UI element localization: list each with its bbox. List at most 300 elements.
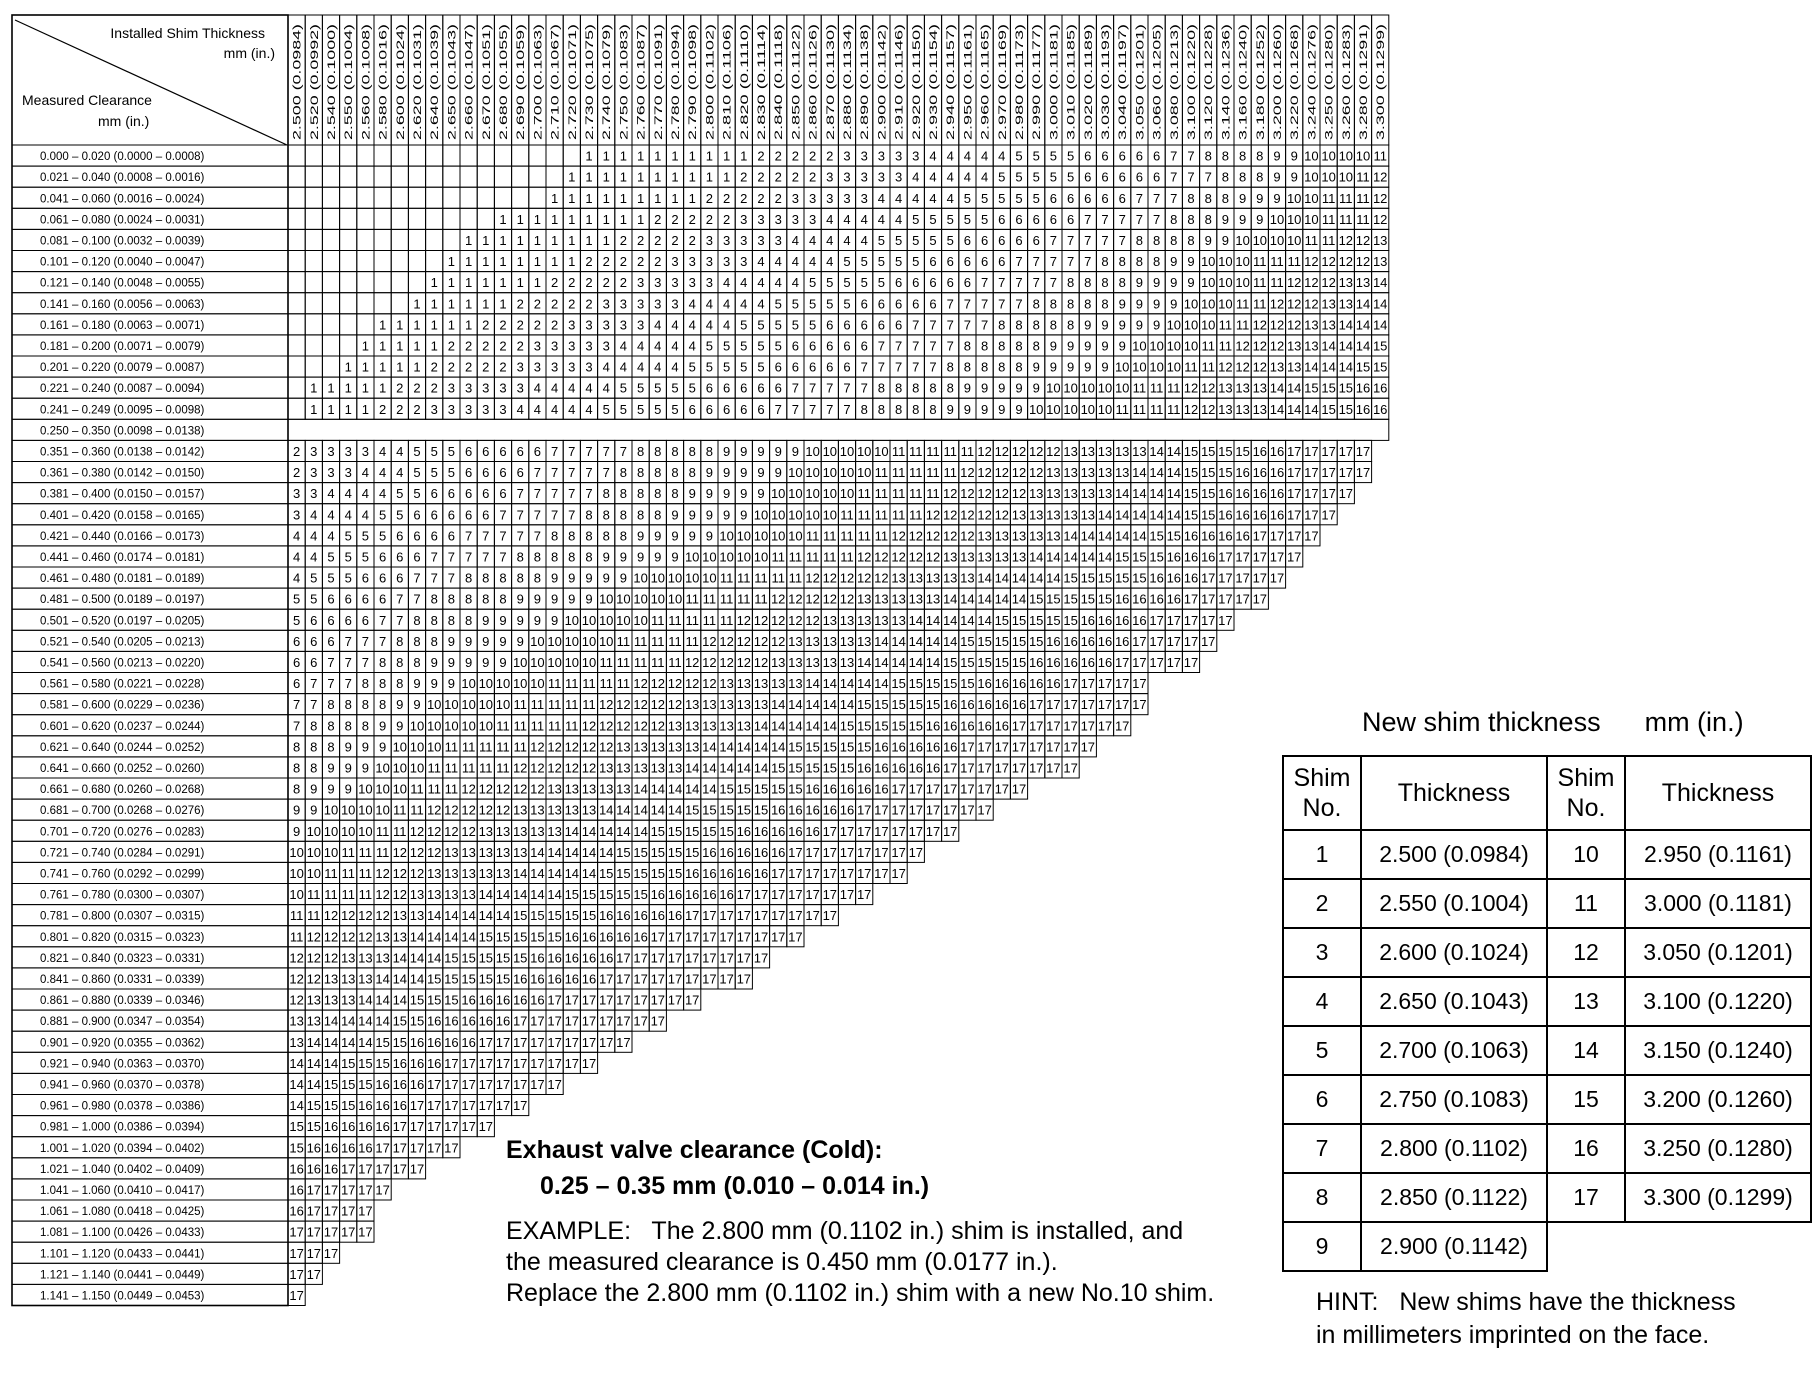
measured-row-label: 0.921 – 0.940 (0.0363 – 0.0370) (40, 1058, 205, 1071)
shim-number: 15 (839, 718, 855, 734)
shim-number: 16 (1235, 507, 1250, 523)
shim-number: 15 (770, 781, 786, 797)
grid-cell (288, 293, 305, 314)
shim-number: 15 (598, 865, 614, 881)
shim-number: 5 (808, 296, 817, 312)
shim-number: 3 (636, 275, 645, 291)
shim-number: 17 (1252, 528, 1268, 544)
shim-number: 17 (444, 1140, 459, 1156)
shim-number: 9 (654, 549, 662, 565)
shim-number: 8 (1204, 190, 1212, 206)
shim-number: 8 (654, 443, 662, 459)
shim-number: 14 (925, 612, 941, 628)
shim-number: 1 (602, 190, 610, 206)
shim-number: 12 (340, 929, 356, 945)
shim-number: 4 (688, 317, 696, 333)
shim-number: 9 (327, 760, 335, 776)
shim-number: 15 (564, 908, 580, 924)
shim-number: 17 (960, 781, 975, 797)
measured-row-label: 1.121 – 1.140 (0.0441 – 0.0449) (40, 1269, 205, 1282)
shim-number: 16 (444, 1034, 459, 1050)
shim-number: 3 (292, 486, 301, 502)
grid-cell (305, 251, 322, 272)
shim-number: 16 (977, 718, 992, 734)
grid-cell (426, 208, 443, 229)
shim-number: 17 (633, 992, 648, 1008)
shim-number: 5 (757, 317, 765, 333)
shim-number: 10 (1218, 296, 1233, 312)
shim-number: 9 (1256, 211, 1264, 227)
shim-number: 2 (568, 296, 576, 312)
shim-number: 9 (619, 549, 628, 565)
shim-number: 14 (633, 781, 648, 797)
shim-number: 13 (1235, 380, 1250, 396)
shim-number: 6 (1066, 211, 1075, 227)
shim-number: 7 (774, 401, 782, 417)
shim-number: 13 (684, 697, 700, 713)
shim-number: 5 (1032, 169, 1040, 185)
shim-number: 6 (310, 633, 318, 649)
shim-number: 7 (808, 380, 817, 396)
shim-number: 1 (636, 169, 645, 185)
shim-number: 6 (396, 570, 404, 586)
shim-number: 11 (633, 633, 648, 649)
shim-number: 12 (495, 802, 511, 818)
shim-number: 17 (1286, 507, 1302, 523)
shim-number: 9 (688, 486, 696, 502)
shim-number: 1 (671, 190, 679, 206)
grid-cell (408, 208, 425, 229)
shim-number: 8 (396, 654, 404, 670)
shim-number: 16 (770, 823, 786, 839)
shim-number: 8 (447, 591, 456, 607)
grid-cell (512, 145, 529, 166)
shim-number: 3 (860, 148, 868, 164)
shim-number: 17 (1355, 443, 1371, 459)
shim-number: 17 (908, 781, 924, 797)
shim-number: 4 (378, 486, 387, 502)
shim-number: 11 (513, 697, 527, 713)
shim-number: 15 (650, 865, 666, 881)
shim-number: 9 (740, 507, 748, 523)
shim-number: 16 (1097, 633, 1113, 649)
example-line-2: the measured clearance is 0.450 mm (0.0177 in.). (506, 1248, 1058, 1276)
shim-number: 6 (1118, 190, 1126, 206)
shim-number: 16 (719, 844, 734, 860)
shim-number: 4 (826, 254, 834, 270)
shim-number: 12 (719, 654, 734, 670)
shim-number: 3 (568, 317, 576, 333)
shim-number: 10 (375, 760, 390, 776)
shim-number: 16 (444, 1013, 459, 1029)
measured-row-label: 0.861 – 0.880 (0.0339 – 0.0346) (40, 995, 205, 1008)
shim-number: 12 (925, 528, 941, 544)
shim-number: 1 (705, 148, 714, 164)
shim-number: 7 (533, 528, 542, 544)
shim-number: 15 (994, 633, 1010, 649)
shim-number: 13 (409, 887, 425, 903)
shim-number: 11 (496, 760, 510, 776)
shim-number: 14 (1304, 359, 1319, 375)
shim-number: 2 (378, 401, 387, 417)
grid-cell (288, 272, 305, 293)
shim-number: 1 (430, 338, 438, 354)
shim-number: 17 (375, 1140, 390, 1156)
grid-cell (322, 293, 339, 314)
shim-number: 5 (912, 232, 920, 248)
shim-number: 12 (891, 549, 906, 565)
shim-number: 14 (736, 760, 752, 776)
shim-number: 3 (877, 148, 886, 164)
shim-number: 15 (1183, 486, 1199, 502)
shim-number: 17 (1063, 697, 1078, 713)
shim-number: 13 (1355, 275, 1371, 291)
shim-number: 10 (478, 697, 494, 713)
shim-number: 9 (654, 528, 662, 544)
shim-number: 17 (358, 1182, 373, 1198)
shim-number: 5 (378, 507, 387, 523)
shim-number: 17 (581, 1034, 597, 1050)
shim-number: 8 (1032, 296, 1040, 312)
shim-number: 7 (963, 317, 972, 333)
shim-number: 17 (1338, 443, 1354, 459)
shim-number: 16 (289, 1203, 304, 1219)
measured-row-label: 0.501 – 0.520 (0.0197 – 0.0205) (40, 615, 205, 628)
shim-number: 4 (378, 465, 387, 481)
grid-cell (408, 229, 425, 250)
shim-number: 8 (894, 401, 903, 417)
shim-number: 9 (447, 633, 456, 649)
shim-number: 13 (856, 612, 872, 628)
shim-number: 3 (292, 507, 301, 523)
shim-number: 15 (1097, 591, 1113, 607)
shim-number: 10 (788, 507, 803, 523)
shim-number: 14 (805, 718, 820, 734)
shim-number: 16 (1028, 676, 1044, 692)
shim-number: 15 (822, 739, 838, 755)
shim-number: 1 (688, 148, 696, 164)
measured-row-label: 1.141 – 1.150 (0.0449 – 0.0453) (40, 1290, 205, 1303)
shim-number: 12 (874, 549, 889, 565)
shim-number: 11 (651, 612, 665, 628)
shim-number: 4 (929, 190, 937, 206)
shim-number: 17 (598, 992, 614, 1008)
shim-number: 6 (894, 317, 903, 333)
shim-number: 10 (616, 591, 631, 607)
shim-number: 15 (650, 823, 666, 839)
shim-number: 5 (602, 401, 610, 417)
shim-number: 2 (550, 275, 559, 291)
shim-number: 3 (464, 380, 473, 396)
shim-number: 1 (430, 296, 438, 312)
shim-number: 17 (1046, 739, 1061, 755)
shim-number: 10 (530, 654, 545, 670)
shim-number: 9 (1049, 359, 1058, 375)
shim-number: 13 (753, 697, 769, 713)
shim-number: 10 (1252, 232, 1268, 248)
shim-number: 17 (1269, 549, 1285, 565)
shim-number: 15 (495, 950, 511, 966)
shim-number: 10 (581, 633, 597, 649)
measured-row-label: 0.981 – 1.000 (0.0386 – 0.0394) (40, 1121, 205, 1134)
shim-number: 9 (740, 465, 748, 481)
shim-number: 4 (654, 359, 662, 375)
installed-column-label: 2.950 (0.1161) (962, 69, 975, 140)
measured-row-label: 0.901 – 0.920 (0.0355 – 0.0362) (40, 1037, 205, 1050)
shim-number: 9 (963, 401, 972, 417)
shim-number: 5 (929, 211, 937, 227)
shim-number: 16 (719, 887, 734, 903)
shim-number: 6 (826, 338, 834, 354)
shim-number: 13 (323, 992, 339, 1008)
shim-number: 6 (826, 317, 834, 333)
shim-number: 12 (478, 781, 494, 797)
shim-number: 3 (843, 169, 851, 185)
shim-number: 16 (530, 950, 545, 966)
shim-number: 1 (499, 254, 507, 270)
measured-row-label: 0.781 – 0.800 (0.0307 – 0.0315) (40, 910, 205, 923)
shim-number: 11 (1149, 380, 1164, 396)
shim-number: 11 (565, 697, 579, 713)
shim-no-cell: 9 (1283, 1222, 1361, 1271)
grid-cell (305, 229, 322, 250)
shim-number: 16 (461, 1034, 476, 1050)
shim-number: 3 (585, 338, 593, 354)
shim-number: 5 (344, 570, 352, 586)
shim-number: 14 (323, 1034, 339, 1050)
shim-number: 13 (289, 1034, 304, 1050)
shim-number: 17 (1166, 633, 1182, 649)
shim-number: 15 (925, 676, 941, 692)
shim-number: 14 (306, 1076, 322, 1092)
shim-number: 16 (1235, 528, 1250, 544)
shim-number: 16 (616, 908, 631, 924)
installed-column-label: 2.650 (0.1043) (446, 68, 459, 140)
shim-number: 7 (929, 359, 937, 375)
shim-number: 9 (671, 549, 679, 565)
shim-number: 17 (478, 1076, 494, 1092)
legend-row (1283, 1222, 1811, 1271)
shim-number: 17 (650, 1013, 666, 1029)
shim-number: 16 (409, 1076, 425, 1092)
shim-number: 17 (942, 760, 958, 776)
shim-number: 13 (1028, 507, 1044, 523)
shim-number: 1 (533, 275, 542, 291)
shim-number: 15 (1183, 465, 1199, 481)
shim-number: 11 (874, 528, 889, 544)
shim-number: 10 (1183, 317, 1199, 333)
shim-number: 17 (512, 1076, 528, 1092)
shim-number: 3 (740, 211, 748, 227)
shim-number: 2 (516, 296, 524, 312)
shim-number: 2 (585, 254, 593, 270)
measured-row-label: 0.481 – 0.500 (0.0189 – 0.0197) (40, 594, 205, 607)
shim-number: 8 (671, 486, 679, 502)
shim-number: 7 (361, 654, 370, 670)
shim-number: 4 (688, 338, 696, 354)
shim-number: 15 (1183, 443, 1199, 459)
shim-number: 12 (1028, 465, 1044, 481)
shim-number: 5 (671, 380, 679, 396)
shim-number: 3 (447, 401, 456, 417)
shim-number: 9 (344, 760, 352, 776)
shim-number: 11 (633, 654, 648, 670)
shim-number: 3 (602, 296, 610, 312)
shim-number: 12 (1372, 211, 1388, 227)
shim-number: 7 (1170, 148, 1178, 164)
shim-number: 16 (788, 823, 803, 839)
shim-number: 15 (719, 802, 734, 818)
grid-cell (494, 187, 511, 208)
shim-number: 16 (1166, 570, 1182, 586)
grid-cell (408, 272, 425, 293)
shim-number: 14 (444, 929, 459, 945)
shim-number: 14 (1011, 570, 1027, 586)
grid-cell (357, 145, 374, 166)
shim-number: 15 (598, 887, 614, 903)
shim-number: 11 (616, 676, 631, 692)
shim-number: 2 (705, 211, 714, 227)
shim-number: 17 (375, 1161, 390, 1177)
shim-number: 15 (1166, 528, 1182, 544)
shim-number: 3 (310, 465, 318, 481)
shim-number: 2 (791, 169, 800, 185)
shim-number: 17 (650, 992, 666, 1008)
shim-number: 16 (306, 1161, 322, 1177)
shim-number: 4 (757, 254, 765, 270)
shim-number: 2 (413, 380, 421, 396)
shim-number: 5 (705, 338, 714, 354)
shim-number: 10 (1166, 359, 1182, 375)
shim-number: 13 (1097, 443, 1113, 459)
shim-number: 6 (516, 443, 524, 459)
shim-number: 10 (1149, 359, 1164, 375)
shim-number: 10 (495, 676, 511, 692)
shim-number: 15 (547, 929, 562, 945)
shim-number: 3 (757, 232, 765, 248)
shim-number: 5 (447, 465, 456, 481)
measured-row-label: 0.421 – 0.440 (0.0166 – 0.0173) (40, 530, 205, 543)
shim-number: 8 (929, 380, 937, 396)
shim-number: 16 (564, 971, 580, 987)
shim-number: 1 (430, 317, 438, 333)
shim-number: 14 (874, 654, 889, 670)
shim-number: 1 (602, 232, 610, 248)
shim-number: 4 (654, 338, 662, 354)
shim-number: 15 (1080, 591, 1096, 607)
shim-number: 10 (1355, 148, 1371, 164)
shim-number: 8 (568, 528, 576, 544)
shim-number: 10 (392, 739, 408, 755)
shim-number: 9 (464, 633, 473, 649)
shim-number: 13 (581, 781, 597, 797)
grid-cell (512, 166, 529, 187)
shim-number: 16 (891, 760, 906, 776)
shim-number: 16 (1114, 633, 1130, 649)
shim-number: 13 (495, 823, 511, 839)
shim-number: 14 (1132, 486, 1147, 502)
shim-number: 1 (602, 169, 610, 185)
shim-number: 16 (581, 971, 597, 987)
shim-number: 17 (581, 1013, 597, 1029)
shim-number: 10 (1063, 380, 1078, 396)
shim-number: 11 (324, 865, 338, 881)
shim-number: 13 (788, 633, 803, 649)
shim-number: 12 (375, 865, 390, 881)
shim-number: 16 (977, 697, 992, 713)
shim-number: 8 (1101, 275, 1109, 291)
spec-range: 0.25 – 0.35 mm (0.010 – 0.014 in.) (540, 1172, 930, 1200)
shim-number: 12 (1372, 169, 1388, 185)
shim-number: 11 (1253, 275, 1267, 291)
shim-number: 3 (705, 254, 714, 270)
shim-number: 13 (426, 887, 442, 903)
shim-number: 17 (822, 887, 838, 903)
shim-number: 9 (1135, 275, 1144, 291)
shim-number: 17 (719, 929, 734, 945)
shim-number: 14 (719, 760, 734, 776)
shim-number: 14 (770, 739, 786, 755)
shim-number: 2 (654, 232, 662, 248)
shim-number: 15 (444, 971, 459, 987)
shim-number: 8 (946, 359, 954, 375)
shim-number: 14 (1097, 528, 1113, 544)
shim-number: 11 (393, 823, 407, 839)
shim-number: 1 (654, 148, 662, 164)
shim-number: 17 (289, 1266, 304, 1282)
shim-number: 10 (512, 654, 528, 670)
shim-number: 17 (358, 1161, 373, 1177)
shim-number: 3 (774, 232, 782, 248)
shim-number: 3 (654, 275, 662, 291)
shim-number: 10 (1028, 401, 1044, 417)
shim-number: 1 (550, 211, 559, 227)
shim-number: 10 (1269, 232, 1285, 248)
shim-number: 7 (396, 591, 404, 607)
shim-number: 9 (447, 654, 456, 670)
legend-col-thickness-2: Thickness (1625, 756, 1811, 830)
shim-number: 7 (516, 528, 524, 544)
shim-number: 13 (1011, 528, 1027, 544)
shim-number: 14 (375, 971, 390, 987)
shim-number: 16 (1235, 465, 1250, 481)
shim-number: 13 (839, 612, 855, 628)
grid-cell (443, 145, 460, 166)
shim-number: 3 (894, 148, 903, 164)
shim-number: 7 (550, 507, 559, 523)
shim-number: 13 (839, 633, 855, 649)
shim-number: 17 (770, 887, 786, 903)
shim-number: 10 (564, 612, 580, 628)
shim-number: 3 (482, 401, 490, 417)
shim-number: 13 (805, 654, 820, 670)
shim-number: 5 (447, 443, 456, 459)
shim-number: 7 (361, 633, 370, 649)
shim-number: 6 (826, 359, 834, 375)
shim-number: 10 (684, 549, 700, 565)
shim-number: 17 (1046, 760, 1061, 776)
shim-number: 11 (805, 549, 820, 565)
shim-number: 7 (482, 549, 490, 565)
shim-number: 16 (1011, 697, 1027, 713)
shim-number: 8 (636, 486, 645, 502)
shim-number: 14 (409, 950, 425, 966)
grid-cell (460, 187, 477, 208)
shim-number: 10 (874, 443, 889, 459)
shim-number: 17 (1304, 507, 1319, 523)
shim-number: 14 (856, 676, 872, 692)
shim-number: 14 (547, 844, 562, 860)
